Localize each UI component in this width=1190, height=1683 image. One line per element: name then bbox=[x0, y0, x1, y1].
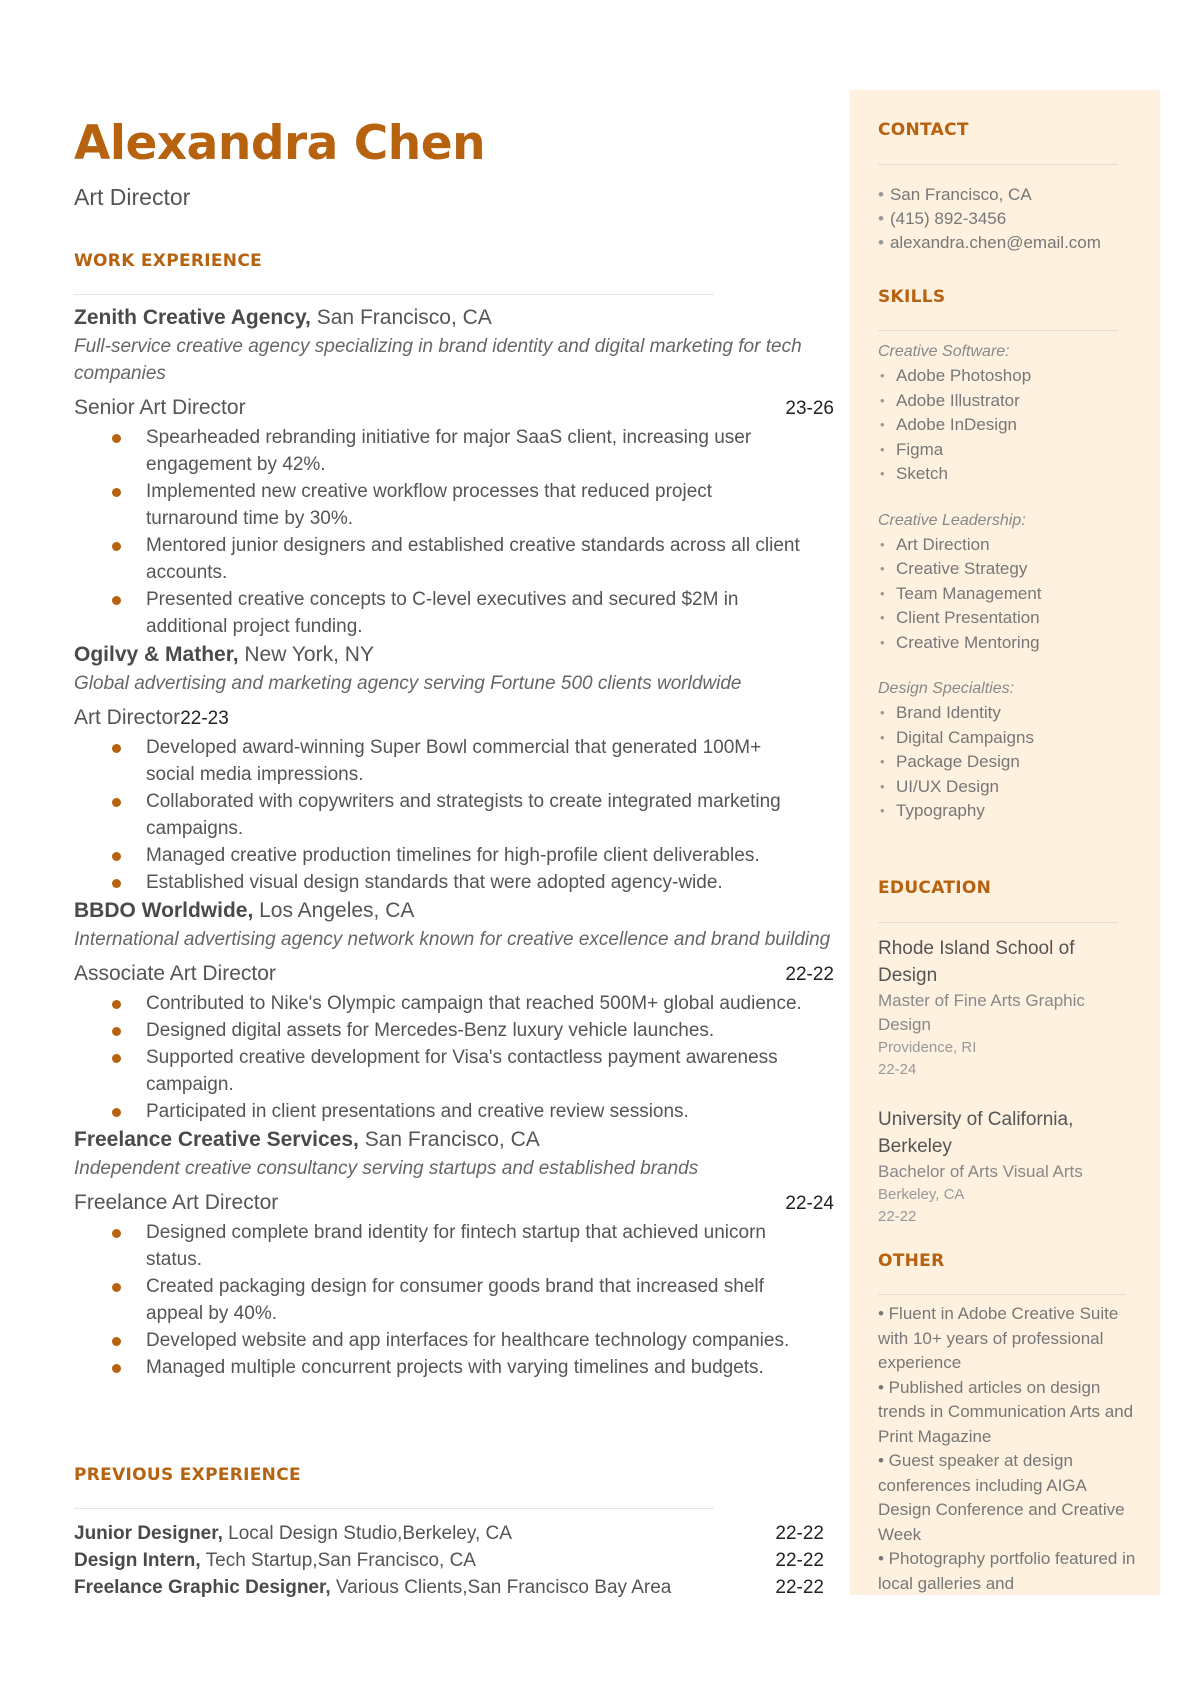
previous-experience-list bbox=[74, 1520, 824, 1601]
other-item: • Photography portfolio featured in local galleries and bbox=[878, 1549, 1136, 1593]
education-degree: Bachelor of Arts Visual Arts bbox=[878, 1162, 1083, 1181]
job-company: Freelance Creative Services, bbox=[74, 1128, 359, 1151]
achievement-item: Managed multiple concurrent projects with varying timelines and budgets. bbox=[146, 1354, 806, 1381]
job-role-row bbox=[74, 703, 834, 734]
bullet-icon: • bbox=[878, 233, 884, 252]
section-title-skills: SKILLS bbox=[878, 287, 946, 307]
previous-role: Design Intern, bbox=[74, 1550, 201, 1571]
contact-location: • San Francisco, CA bbox=[878, 185, 1032, 204]
skill-item: • Creative Strategy bbox=[878, 557, 1128, 582]
skill-item: • Package Design bbox=[878, 750, 1128, 775]
education-entry bbox=[878, 935, 1128, 1081]
divider bbox=[878, 1294, 1126, 1295]
previous-dates: 22-22 bbox=[775, 1577, 824, 1598]
achievement-item: Collaborated with copywriters and strategists to create integrated marketing campaigns. bbox=[146, 788, 806, 842]
skill-item: • Brand Identity bbox=[878, 701, 1128, 726]
job-company: Ogilvy & Mather, bbox=[74, 643, 239, 666]
skill-category: Creative Leadership: bbox=[878, 511, 1026, 529]
skill-category: Design Specialties: bbox=[878, 680, 1015, 697]
job-entry bbox=[74, 640, 834, 896]
section-title-previous-experience: PREVIOUS EXPERIENCE bbox=[74, 1465, 301, 1485]
section-title-education: EDUCATION bbox=[878, 878, 992, 898]
job-entry bbox=[74, 303, 834, 640]
skill-items bbox=[878, 701, 1128, 824]
job-achievements bbox=[74, 990, 834, 1125]
job-role: Senior Art Director bbox=[74, 396, 246, 419]
job-company: BBDO Worldwide, bbox=[74, 899, 254, 922]
job-role-row bbox=[74, 1188, 834, 1219]
job-description: Independent creative consultancy serving startups and established brands bbox=[74, 1158, 699, 1179]
achievement-item: Designed digital assets for Mercedes-Benz luxury vehicle launches. bbox=[146, 1017, 806, 1044]
bullet-icon: • bbox=[878, 209, 884, 228]
divider bbox=[74, 294, 714, 295]
divider bbox=[878, 330, 1118, 331]
job-description: Global advertising and marketing agency serving Fortune 500 clients worldwide bbox=[74, 673, 742, 694]
job-achievements bbox=[74, 1219, 834, 1381]
other-list bbox=[878, 1302, 1138, 1595]
skill-item: • Client Presentation bbox=[878, 606, 1128, 631]
skill-item: • Adobe InDesign bbox=[878, 413, 1128, 438]
contact-email: • alexandra.chen@email.com bbox=[878, 233, 1101, 252]
section-title-contact: CONTACT bbox=[878, 120, 969, 140]
achievement-item: Designed complete brand identity for fintech startup that achieved unicorn status. bbox=[146, 1219, 806, 1273]
education-location: Providence, RI bbox=[878, 1039, 977, 1056]
job-company: Zenith Creative Agency, bbox=[74, 306, 311, 329]
job-dates: 22-22 bbox=[785, 964, 834, 985]
candidate-name: Alexandra Chen bbox=[74, 116, 486, 171]
divider bbox=[878, 922, 1118, 923]
skill-category: Creative Software: bbox=[878, 343, 1010, 360]
education-degree: Master of Fine Arts Graphic Design bbox=[878, 991, 1085, 1034]
skill-item: • Team Management bbox=[878, 582, 1128, 607]
skill-item: • Digital Campaigns bbox=[878, 726, 1128, 751]
achievement-item: Developed website and app interfaces for healthcare technology companies. bbox=[146, 1327, 806, 1354]
other-item: • Guest speaker at design conferences including AIGA Design Conference and Creative Week bbox=[878, 1451, 1125, 1544]
previous-experience-row bbox=[74, 1547, 824, 1574]
previous-place: Tech Startup,San Francisco, CA bbox=[205, 1550, 476, 1571]
achievement-item: Created packaging design for consumer goods brand that increased shelf appeal by 40%. bbox=[146, 1273, 806, 1327]
skill-item: • Sketch bbox=[878, 462, 1128, 487]
job-dates: 23-26 bbox=[785, 398, 834, 419]
work-experience-list bbox=[74, 303, 834, 1381]
achievement-item: Presented creative concepts to C-level executives and secured $2M in additional project funding. bbox=[146, 586, 806, 640]
achievement-item: Developed award-winning Super Bowl commercial that generated 100M+ social media impressions. bbox=[146, 734, 806, 788]
skill-item: • Typography bbox=[878, 799, 1128, 824]
skill-item: • Figma bbox=[878, 438, 1128, 463]
job-location: New York, NY bbox=[244, 643, 374, 666]
education-school: Rhode Island School of Design bbox=[878, 938, 1075, 986]
skill-items bbox=[878, 533, 1128, 656]
education-school: University of California, Berkeley bbox=[878, 1109, 1074, 1157]
job-dates: 22-24 bbox=[785, 1193, 834, 1214]
skill-item: • UI/UX Design bbox=[878, 775, 1128, 800]
previous-place: Various Clients,San Francisco Bay Area bbox=[335, 1577, 672, 1598]
job-heading bbox=[74, 640, 834, 670]
skill-item: • Art Direction bbox=[878, 533, 1128, 558]
section-title-work-experience: WORK EXPERIENCE bbox=[74, 251, 263, 271]
achievement-item: Established visual design standards that were adopted agency-wide. bbox=[146, 869, 806, 896]
job-entry bbox=[74, 896, 834, 1125]
job-achievements bbox=[74, 734, 834, 896]
skill-item: • Adobe Illustrator bbox=[878, 389, 1128, 414]
candidate-title: Art Director bbox=[74, 184, 191, 210]
job-location: San Francisco, CA bbox=[316, 306, 492, 329]
education-entry bbox=[878, 1106, 1128, 1228]
divider bbox=[74, 1508, 714, 1509]
job-heading bbox=[74, 1125, 834, 1155]
job-description: International advertising agency network known for creative excellence and brand building bbox=[74, 929, 831, 950]
contact-list bbox=[878, 183, 1101, 255]
skill-item: • Adobe Photoshop bbox=[878, 364, 1128, 389]
job-location: Los Angeles, CA bbox=[259, 899, 415, 922]
education-dates: 22-24 bbox=[878, 1061, 917, 1078]
section-title-other: OTHER bbox=[878, 1251, 945, 1271]
previous-experience-row bbox=[74, 1520, 824, 1547]
achievement-item: Contributed to Nike's Olympic campaign that reached 500M+ global audience. bbox=[146, 990, 806, 1017]
job-description: Full-service creative agency specializing in brand identity and digital marketing for tech companies bbox=[74, 336, 802, 384]
previous-experience-row bbox=[74, 1574, 824, 1601]
job-heading bbox=[74, 303, 834, 333]
job-achievements bbox=[74, 424, 834, 640]
job-role: Art Director bbox=[74, 706, 181, 729]
previous-place: Local Design Studio,Berkeley, CA bbox=[228, 1523, 512, 1544]
other-item: • Published articles on design trends in Communication Arts and Print Magazine bbox=[878, 1377, 1134, 1446]
achievement-item: Spearheaded rebranding initiative for major SaaS client, increasing user engagement by 42%. bbox=[146, 424, 806, 478]
previous-role: Freelance Graphic Designer, bbox=[74, 1577, 331, 1598]
job-role: Associate Art Director bbox=[74, 962, 276, 985]
skills-list bbox=[878, 340, 1128, 846]
achievement-item: Mentored junior designers and established creative standards across all client accounts. bbox=[146, 532, 806, 586]
previous-role: Junior Designer, bbox=[74, 1523, 223, 1544]
previous-dates: 22-22 bbox=[775, 1523, 824, 1544]
job-dates: 22-23 bbox=[180, 708, 229, 729]
divider bbox=[878, 164, 1118, 165]
education-location: Berkeley, CA bbox=[878, 1186, 965, 1203]
education-dates: 22-22 bbox=[878, 1208, 917, 1225]
contact-phone: • (415) 892-3456 bbox=[878, 209, 1007, 228]
other-item: • Fluent in Adobe Creative Suite with 10+ years of professional experience bbox=[878, 1304, 1119, 1372]
bullet-icon: • bbox=[878, 185, 884, 204]
achievement-item: Managed creative production timelines for high-profile client deliverables. bbox=[146, 842, 806, 869]
job-location: San Francisco, CA bbox=[364, 1128, 540, 1151]
achievement-item: Implemented new creative workflow processes that reduced project turnaround time by 30%. bbox=[146, 478, 806, 532]
job-entry bbox=[74, 1125, 834, 1381]
sidebar bbox=[850, 90, 1160, 1595]
previous-dates: 22-22 bbox=[775, 1550, 824, 1571]
job-heading bbox=[74, 896, 834, 926]
achievement-item: Supported creative development for Visa's contactless payment awareness campaign. bbox=[146, 1044, 806, 1098]
achievement-item: Participated in client presentations and creative review sessions. bbox=[146, 1098, 806, 1125]
job-role: Freelance Art Director bbox=[74, 1191, 279, 1214]
job-role-row bbox=[74, 959, 834, 990]
skill-item: • Creative Mentoring bbox=[878, 631, 1128, 656]
job-role-row bbox=[74, 393, 834, 424]
skill-items bbox=[878, 364, 1128, 487]
